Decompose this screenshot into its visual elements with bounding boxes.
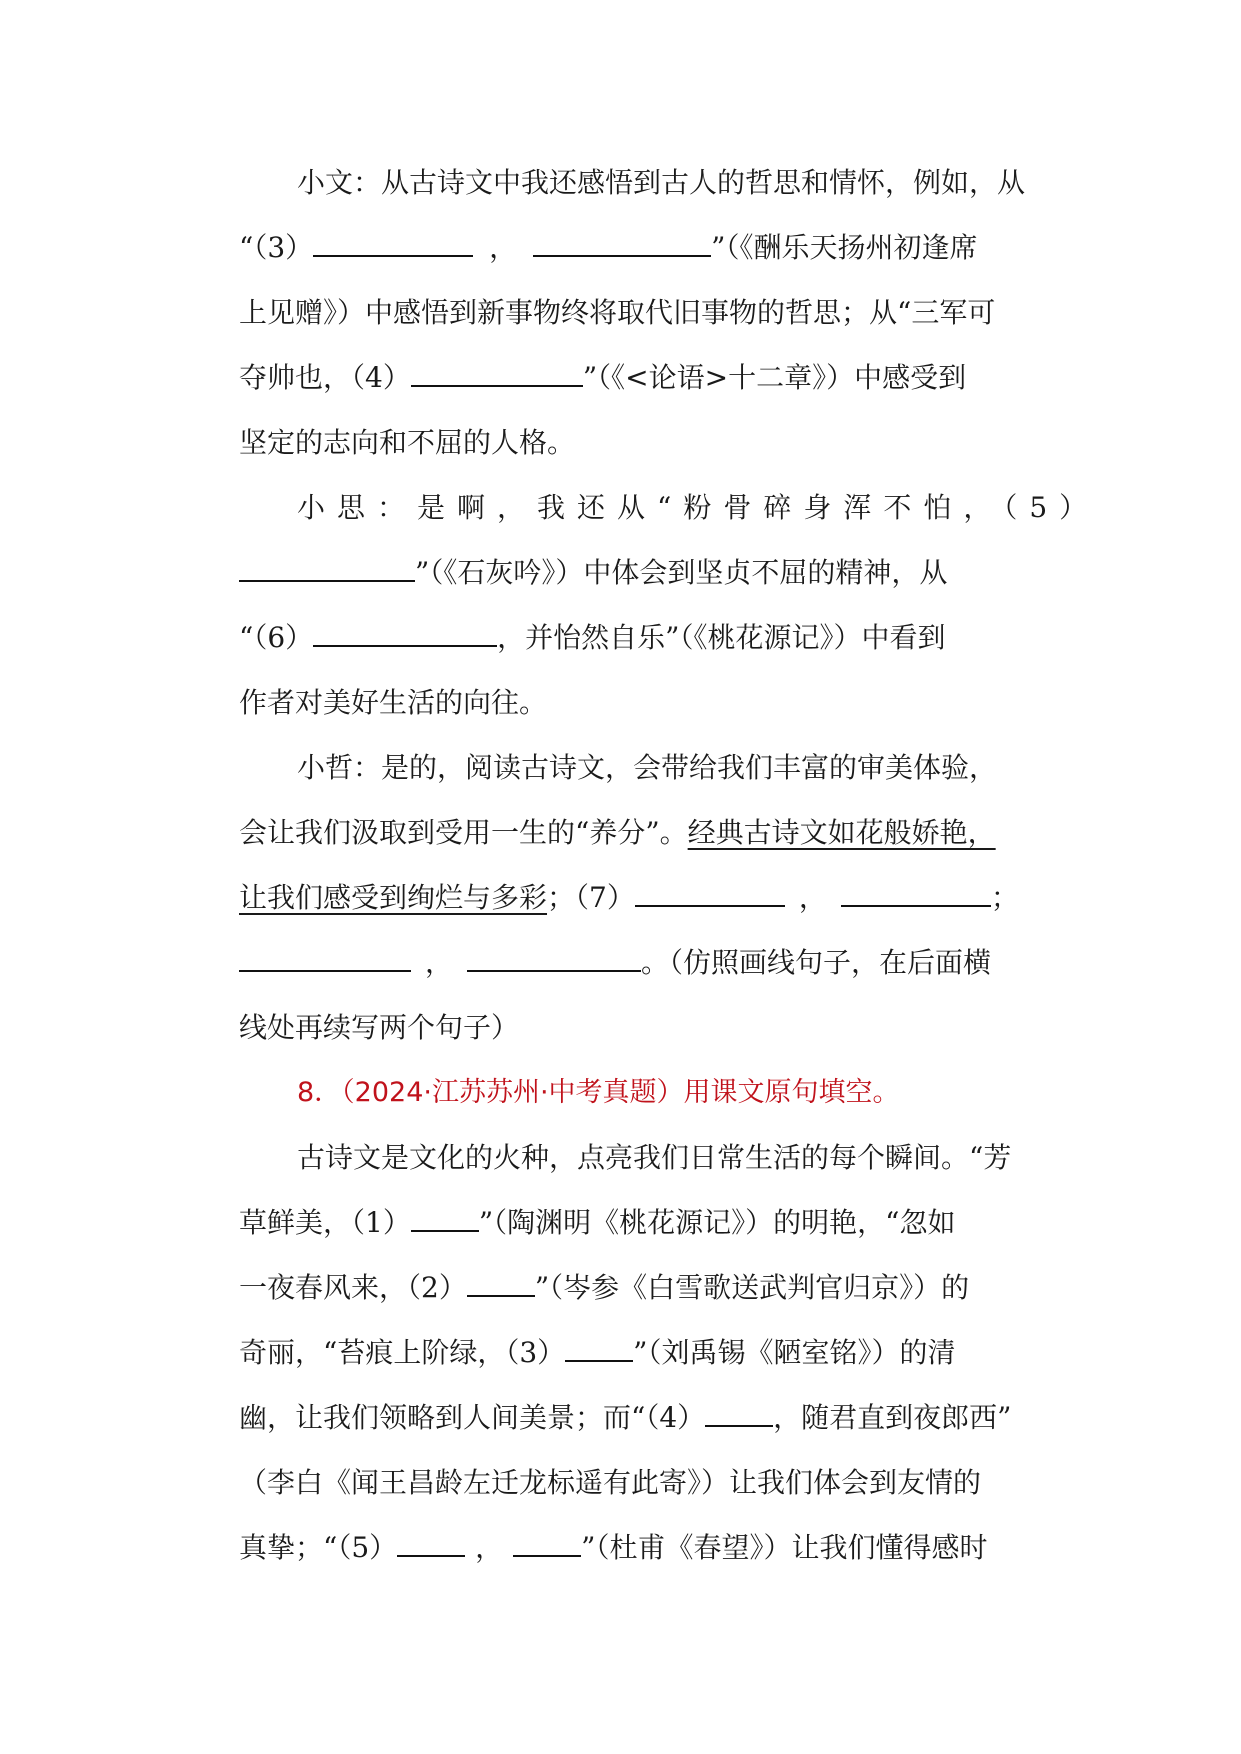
q8-line-3	[239, 1255, 1049, 1320]
text-fragment: 上见赠》）中感悟到新事物终将取代旧事物的哲思；从“三军可	[239, 296, 996, 329]
answer-blank-6[interactable]	[313, 623, 497, 647]
text-fragment: ”（《<论语>十二章》）中感受到	[582, 361, 967, 394]
text-fragment: ，	[475, 1531, 504, 1564]
answer-blank-8-2[interactable]	[467, 1273, 535, 1297]
text-fragment: 幽，让我们领略到人间美景；而“（4）	[239, 1401, 706, 1434]
q8-line-4	[239, 1320, 1049, 1385]
answer-blank-7d[interactable]	[467, 948, 641, 972]
q8-line-1	[239, 1125, 1049, 1190]
text-fragment: ”（杜甫《春望》）让我们懂得感时	[581, 1531, 988, 1564]
text-fragment: 一夜春风来，（2）	[239, 1271, 467, 1304]
text-fragment: ”（岑参《白雪歌送武判官归京》）的	[534, 1271, 970, 1304]
question-8-heading	[239, 1060, 1049, 1125]
q8-line-7	[239, 1515, 1049, 1580]
text-fragment: 作者对美好生活的向往。	[239, 686, 548, 719]
xiaowen-line-5	[239, 410, 1049, 475]
text-fragment: 古诗文是文化的火种，点亮我们日常生活的每个瞬间。“芳	[297, 1141, 1012, 1174]
text-fragment: 夺帅也，（4）	[239, 361, 411, 394]
text-fragment: 小哲：是的，阅读古诗文，会带给我们丰富的审美体验，	[297, 751, 998, 784]
xiaowen-line-1	[239, 150, 1049, 215]
text-fragment: ；	[990, 881, 1019, 914]
text-fragment: （李白《闻王昌龄左迁龙标遥有此寄》）让我们体会到友情的	[239, 1466, 982, 1499]
text-fragment: 真挚；“（5）	[239, 1531, 398, 1564]
document-page	[239, 150, 1100, 1580]
text-fragment: ；（7）	[547, 881, 635, 914]
xiaozhe-line-5	[239, 995, 1049, 1060]
text-fragment: ，并怡然自乐”（《桃花源记》）中看到	[497, 621, 946, 654]
text-fragment: ，	[425, 946, 454, 979]
text-fragment: 坚定的志向和不屈的人格。	[239, 426, 576, 459]
answer-blank-7c[interactable]	[239, 948, 411, 972]
answer-blank-5[interactable]	[239, 558, 415, 582]
xiaowen-line-3	[239, 280, 1049, 345]
text-fragment: ”（《石灰吟》）中体会到坚贞不屈的精神，从	[415, 556, 948, 589]
text-fragment: 线处再续写两个句子）	[239, 1011, 520, 1044]
text-fragment: 。（仿照画线句子，在后面横	[641, 946, 992, 979]
xiaozhe-line-3	[239, 865, 1049, 930]
answer-blank-8-5b[interactable]	[513, 1533, 581, 1557]
xiaozhe-line-2	[239, 800, 1049, 865]
xiaozhe-line-4	[239, 930, 1049, 995]
text-fragment: ，随君直到夜郎西”	[773, 1401, 1012, 1434]
answer-blank-3a[interactable]	[313, 233, 473, 257]
xiaosi-line-2	[239, 540, 1049, 605]
text-fragment: ”（陶渊明《桃花源记》）的明艳，“忽如	[478, 1206, 956, 1239]
text-fragment: ，	[489, 231, 518, 264]
text-fragment: 奇丽，“苔痕上阶绿，（3）	[239, 1336, 566, 1369]
text-fragment: “（3）	[239, 231, 314, 264]
xiaosi-line-1	[239, 475, 1100, 540]
question-8-title: 8．（2024·江苏苏州·中考真题）用课文原句填空。	[297, 1077, 900, 1108]
text-fragment: ”（《酬乐天扬州初逢席	[711, 231, 978, 264]
xiaowen-text: 小文：从古诗文中我还感悟到古人的哲思和情怀，例如，从	[297, 166, 1026, 199]
q8-line-2	[239, 1190, 1049, 1255]
text-fragment: ，	[798, 881, 827, 914]
answer-blank-8-3[interactable]	[565, 1338, 633, 1362]
answer-blank-8-4[interactable]	[705, 1403, 773, 1427]
text-fragment: ”（刘禹锡《陋室铭》）的清	[633, 1336, 956, 1369]
text-fragment: “（6）	[239, 621, 314, 654]
text-fragment: 草鲜美，（1）	[239, 1206, 411, 1239]
underlined-example-sentence: 让我们感受到绚烂与多彩	[239, 881, 548, 914]
text-fragment: 会让我们汲取到受用一生的“养分”。	[239, 816, 688, 849]
q8-line-5	[239, 1385, 1049, 1450]
answer-blank-8-5a[interactable]	[397, 1533, 465, 1557]
xiaosi-line-4	[239, 670, 1049, 735]
text-fragment: 小思：是啊，我还从“粉骨碎身浑不怕，（5）	[297, 491, 1100, 524]
answer-blank-8-1[interactable]	[411, 1208, 479, 1232]
xiaosi-line-3	[239, 605, 1049, 670]
xiaowen-line-4	[239, 345, 1049, 410]
answer-blank-3b[interactable]	[533, 233, 711, 257]
answer-blank-7b[interactable]	[841, 883, 991, 907]
xiaozhe-line-1	[239, 735, 1049, 800]
q8-line-6	[239, 1450, 1049, 1515]
answer-blank-4[interactable]	[411, 363, 583, 387]
xiaowen-line-2	[239, 215, 1049, 280]
answer-blank-7a[interactable]	[635, 883, 785, 907]
underlined-example-sentence: 经典古诗文如花般娇艳，	[687, 816, 996, 849]
